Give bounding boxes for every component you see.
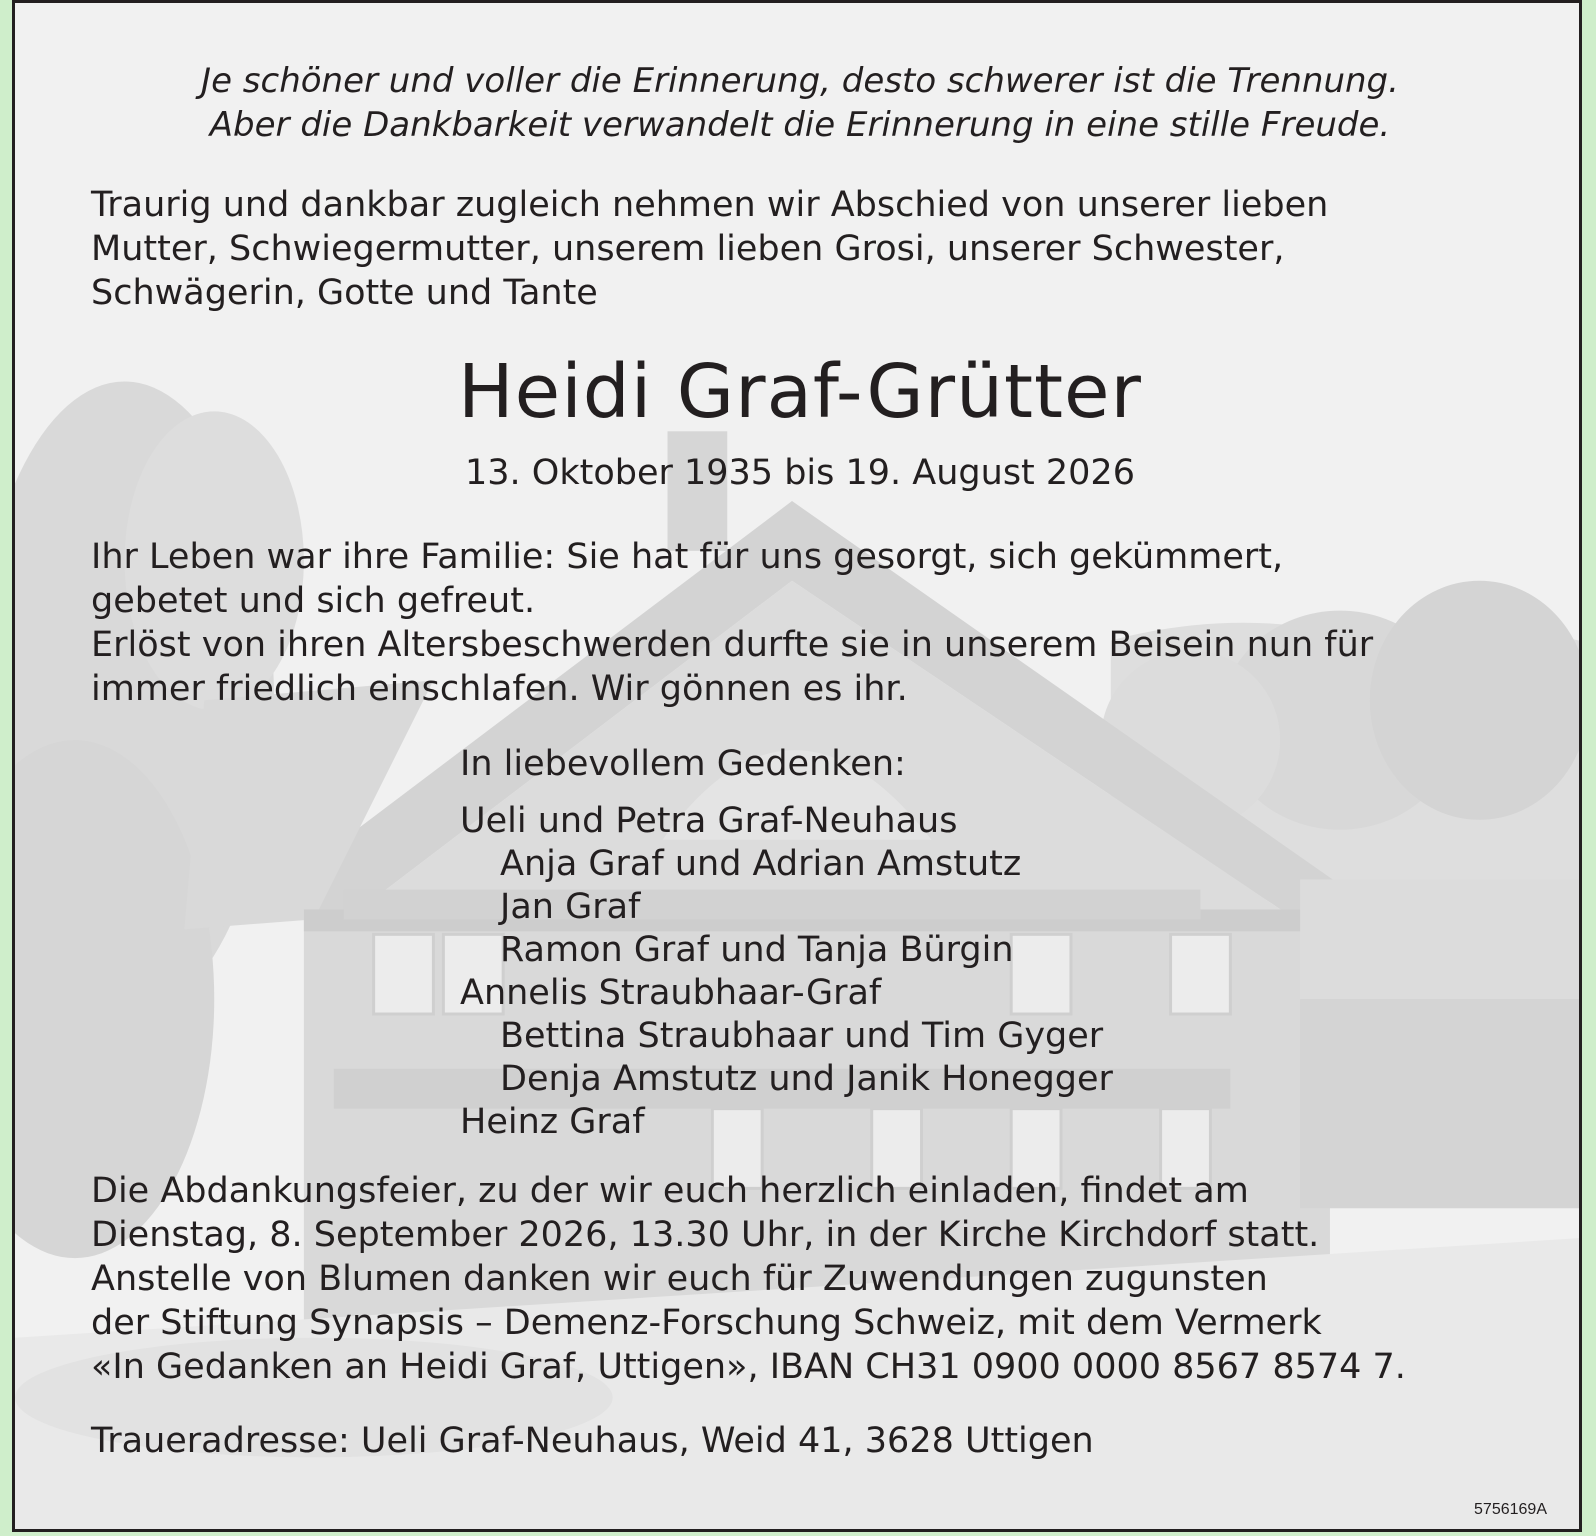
mourner-entry: Anja Graf und Adrian Amstutz: [500, 844, 1022, 884]
address-line: Traueradresse: Ueli Graf-Neuhaus, Weid 41, 3628 Uttigen: [91, 1421, 1094, 1461]
mourners-heading: In liebevollem Gedenken:: [460, 744, 906, 784]
service-line: Dienstag, 8. September 2026, 13.30 Uhr, in der Kirche Kirchdorf statt.: [91, 1215, 1320, 1255]
life-line: Ihr Leben war ihre Familie: Sie hat für uns gesorgt, sich gekümmert,: [91, 537, 1284, 577]
life-line: Erlöst von ihren Altersbeschwerden durfte sie in unserem Beisein nun für: [91, 625, 1374, 665]
mourner-entry: Bettina Straubhaar und Tim Gyger: [500, 1016, 1104, 1056]
intro-line: Schwägerin, Gotte und Tante: [91, 273, 598, 313]
life-paragraph: [91, 535, 1511, 711]
reference-number: 5756169A: [1474, 1501, 1547, 1518]
mourners-list: [460, 743, 1113, 1144]
intro-paragraph: [91, 183, 1511, 315]
service-paragraph: [91, 1169, 1511, 1389]
mourner-entry: Jan Graf: [500, 887, 641, 927]
intro-line: Mutter, Schwiegermutter, unserem lieben Grosi, unserer Schwester,: [91, 229, 1285, 269]
mourner-entry: Heinz Graf: [460, 1102, 645, 1142]
service-line: «In Gedanken an Heidi Graf, Uttigen», IBAN CH31 0900 0000 8567 8574 7.: [91, 1347, 1406, 1387]
service-line: Anstelle von Blumen danken wir euch für Zuwendungen zugunsten: [91, 1259, 1268, 1299]
mourning-address: [91, 1419, 1511, 1463]
service-line: Die Abdankungsfeier, zu der wir euch herzlich einladen, findet am: [91, 1171, 1249, 1211]
life-dates: 13. Oktober 1935 bis 19. August 2026: [465, 453, 1135, 493]
mourner-entry: Denja Amstutz und Janik Honegger: [500, 1059, 1113, 1099]
intro-line: Traurig und dankbar zugleich nehmen wir Abschied von unserer lieben: [91, 185, 1329, 225]
mourner-entry: Annelis Straubhaar-Graf: [460, 973, 882, 1013]
deceased-name: Heidi Graf-Grütter: [458, 349, 1142, 435]
quote-line: Je schöner und voller die Erinnerung, desto schwerer ist die Trennung.: [201, 61, 1399, 101]
obituary-frame: [12, 0, 1582, 1532]
life-line: immer friedlich einschlafen. Wir gönnen es ihr.: [91, 669, 908, 709]
life-line: gebetet und sich gefreut.: [91, 581, 536, 621]
mourner-entry: Ueli und Petra Graf-Neuhaus: [460, 801, 958, 841]
quote-line: Aber die Dankbarkeit verwandelt die Erinnerung in eine stille Freude.: [209, 105, 1391, 145]
service-line: der Stiftung Synapsis – Demenz-Forschung Schweiz, mit dem Vermerk: [91, 1303, 1322, 1343]
memorial-quote: [15, 59, 1582, 147]
mourner-entry: Ramon Graf und Tanja Bürgin: [500, 930, 1014, 970]
